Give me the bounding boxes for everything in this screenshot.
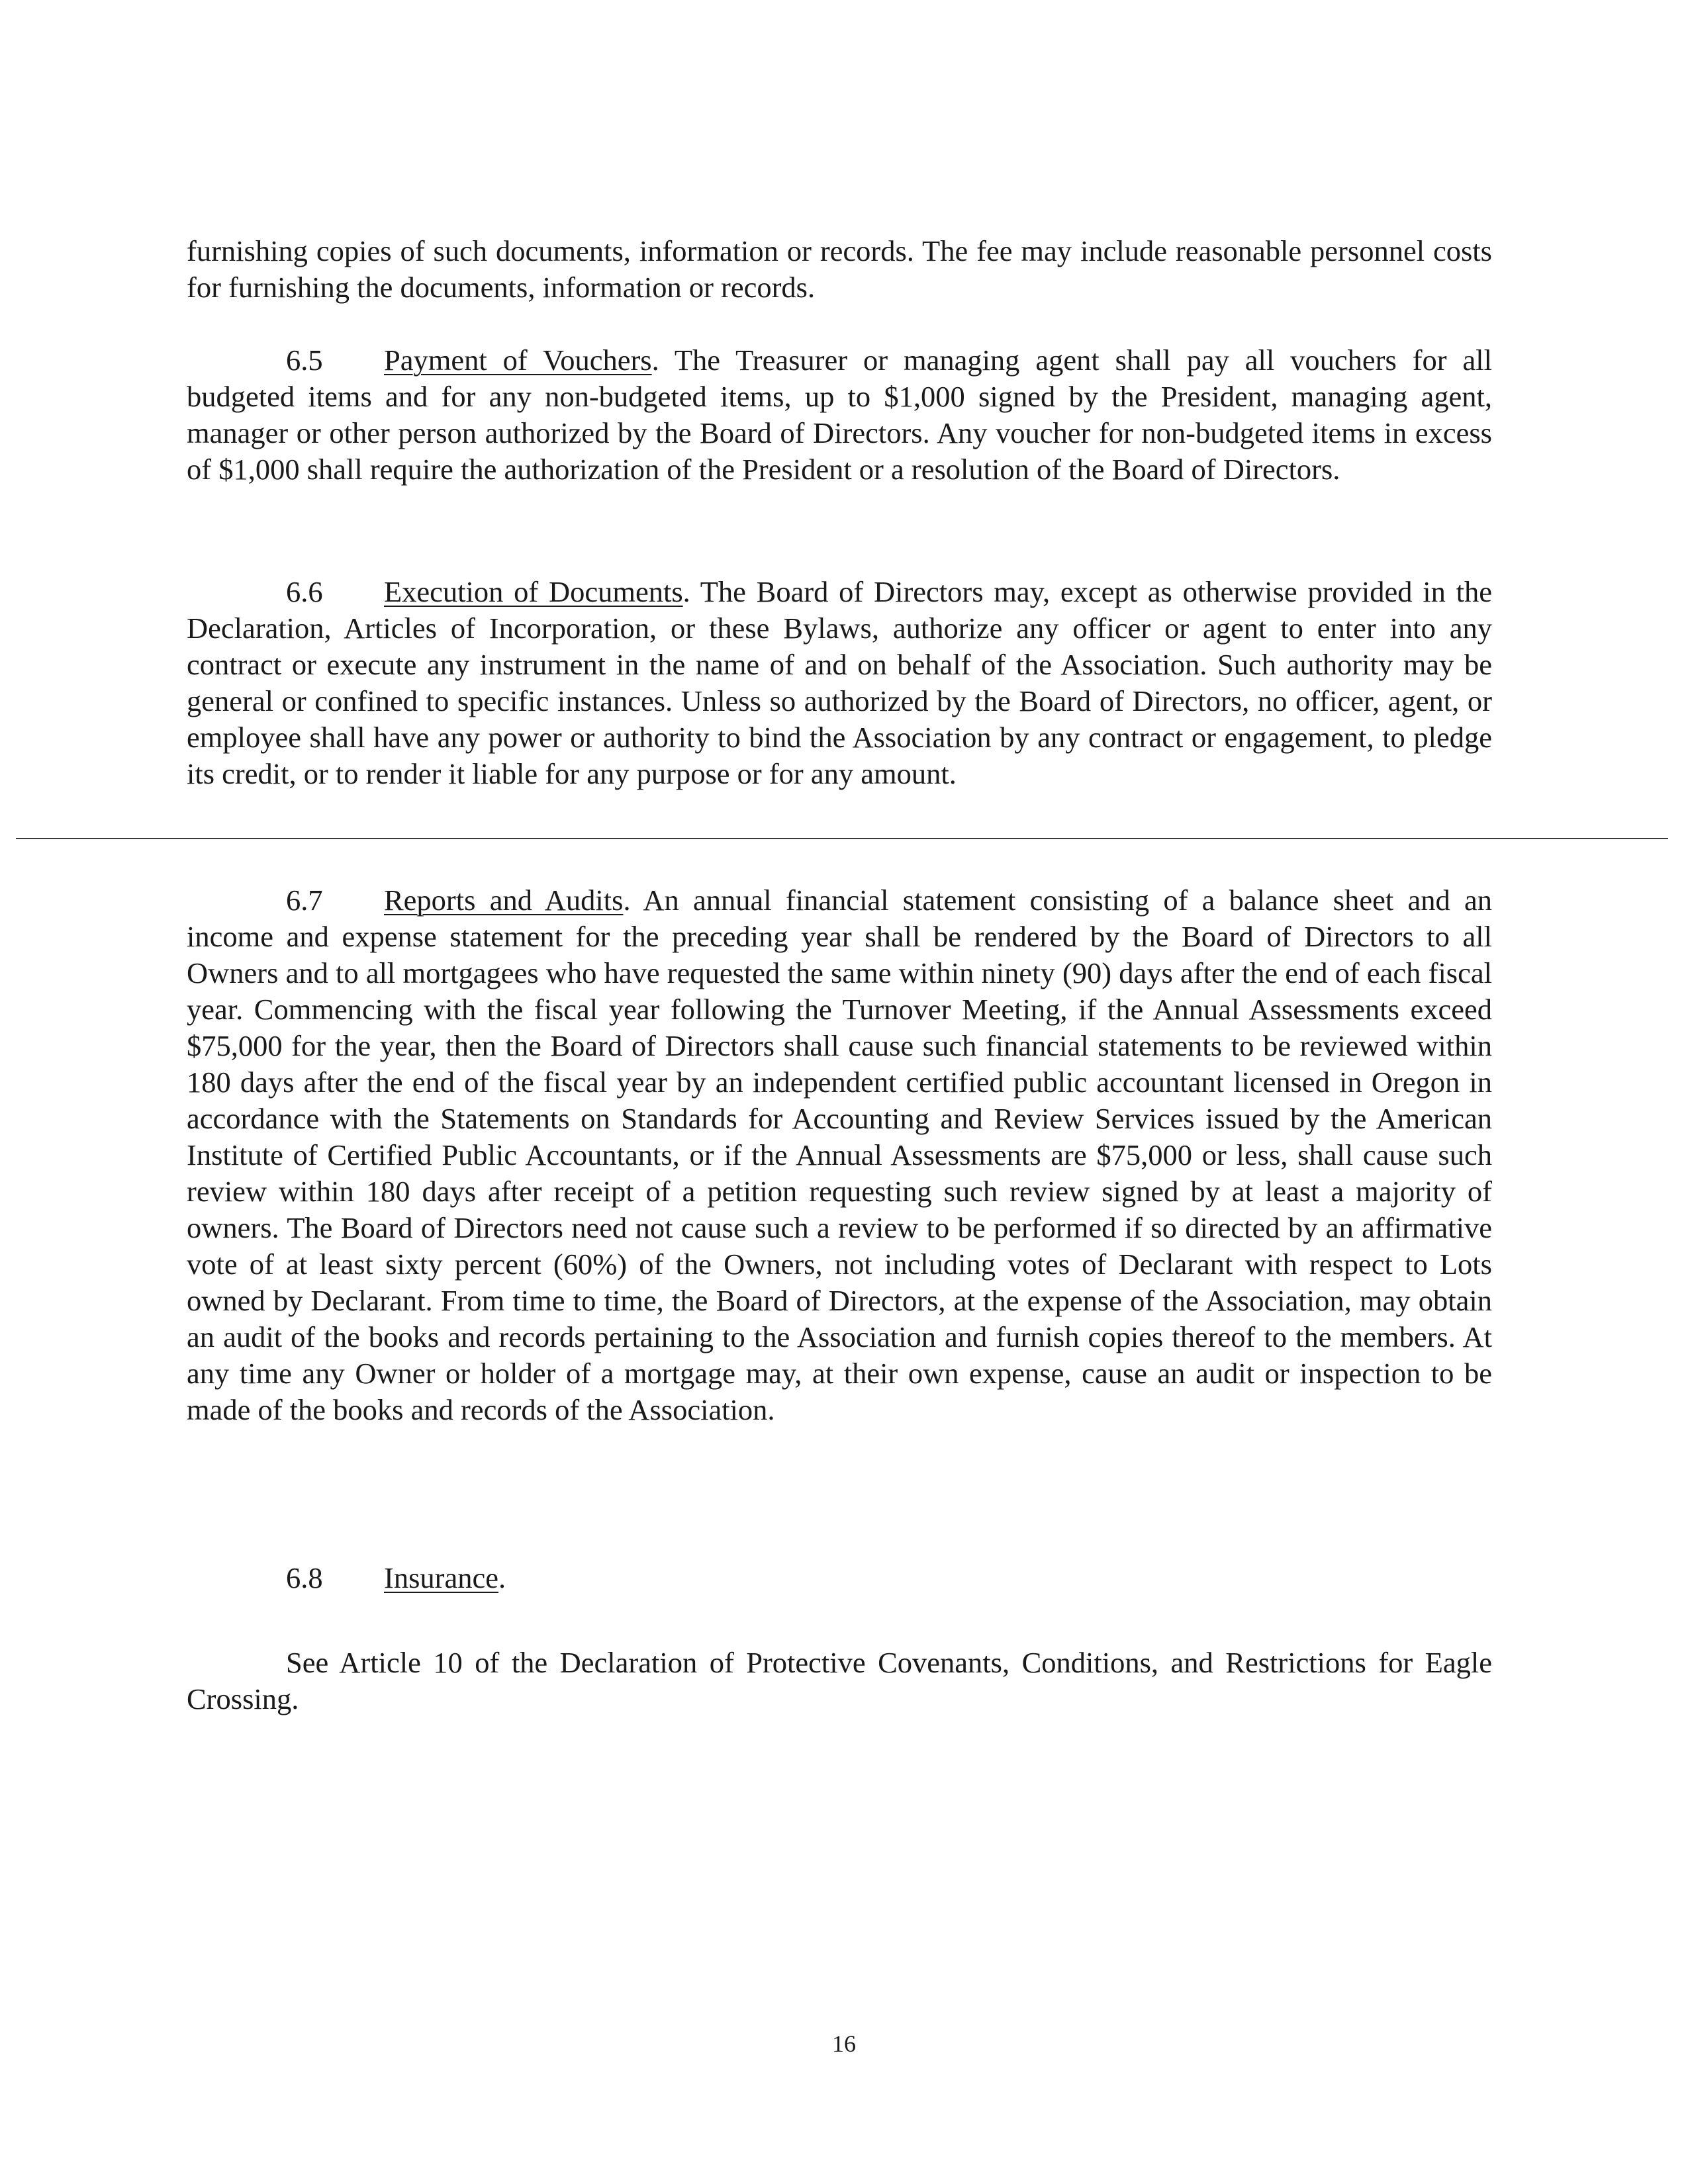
section-body: . An annual financial statement consisting of a balance sheet and an income and expense statement for the preceding year shall be rendered by the Board of Directors to all Owners and to all mortgagees who have requested the same within ninety (90) days after the end of each fiscal year. Commencing with the fiscal year following the Turnover Meeting, if the Annual Assessments exceed $75,000 for the year, then the Board of Directors shall cause such financial statements to be reviewed within 180 days after the end of the fiscal year by an independent certified public accountant licensed in Oregon in accordance with the Statements on Standards for Accounting and Review Services issued by the American Institute of Certified Public Accountants, or if the Annual Assessments are $75,000 or less, shall cause such review within 180 days after receipt of a petition requesting such review signed by at least a majority of owners. The Board of Directors need not cause such a review to be performed if so directed by an affirmative vote of at least sixty percent (60%) of the Owners, not including votes of Declarant with respect to Lots owned by Declarant. From time to time, the Board of Directors, at the expense of the Association, may obtain an audit of the books and records pertaining to the Association and furnish copies thereof to the members. At any time any Owner or holder of a mortgage may, at their own expense, cause an audit or inspection to be made of the books and records of the Association.	[187, 884, 1492, 1426]
horizontal-divider	[16, 838, 1668, 839]
section-heading: Payment of Vouchers	[384, 343, 652, 377]
section-6-8-paragraph: See Article 10 of the Declaration of Protective Covenants, Conditions, and Restrictions for Eagle Crossing.	[187, 1646, 1492, 1715]
section-heading-period: .	[498, 1561, 506, 1594]
section-heading: Reports and Audits	[384, 884, 624, 917]
section-6-6-paragraph	[187, 574, 1492, 792]
page-number: 16	[832, 2030, 856, 2057]
continuation-paragraph: furnishing copies of such documents, information or records. The fee may include reasonable personnel costs for furnishing the documents, information or records.	[187, 234, 1492, 304]
section-6-7-paragraph	[187, 882, 1492, 1428]
section-number: 6.5	[286, 343, 323, 377]
section-heading: Insurance	[384, 1561, 498, 1594]
section-heading: Execution of Documents	[384, 575, 683, 608]
section-body: . The Treasurer or managing agent shall pay all vouchers for all budgeted items and for any non-budgeted items, up to $1,000 signed by the President, managing agent, manager or other person authorized by the Board of Directors. Any voucher for non-budgeted items in excess of $1,000 shall require the authorization of the President or a resolution of the Board of Directors.	[187, 343, 1492, 486]
section-6-8-heading	[187, 1560, 1492, 1596]
section-number: 6.6	[286, 575, 323, 608]
section-body: . The Board of Directors may, except as otherwise provided in the Declaration, Articles of Incorporation, or these Bylaws, authorize any officer or agent to enter into any contract or execute any instrument in the name of and on behalf of the Association. Such authority may be general or confined to specific instances. Unless so authorized by the Board of Directors, no officer, agent, or employee shall have any power or authority to bind the Association by any contract or engagement, to pledge its credit, or to render it liable for any purpose or for any amount.	[187, 575, 1492, 790]
section-6-5-paragraph	[187, 342, 1492, 488]
section-number: 6.7	[286, 884, 323, 917]
section-number: 6.8	[286, 1561, 323, 1594]
